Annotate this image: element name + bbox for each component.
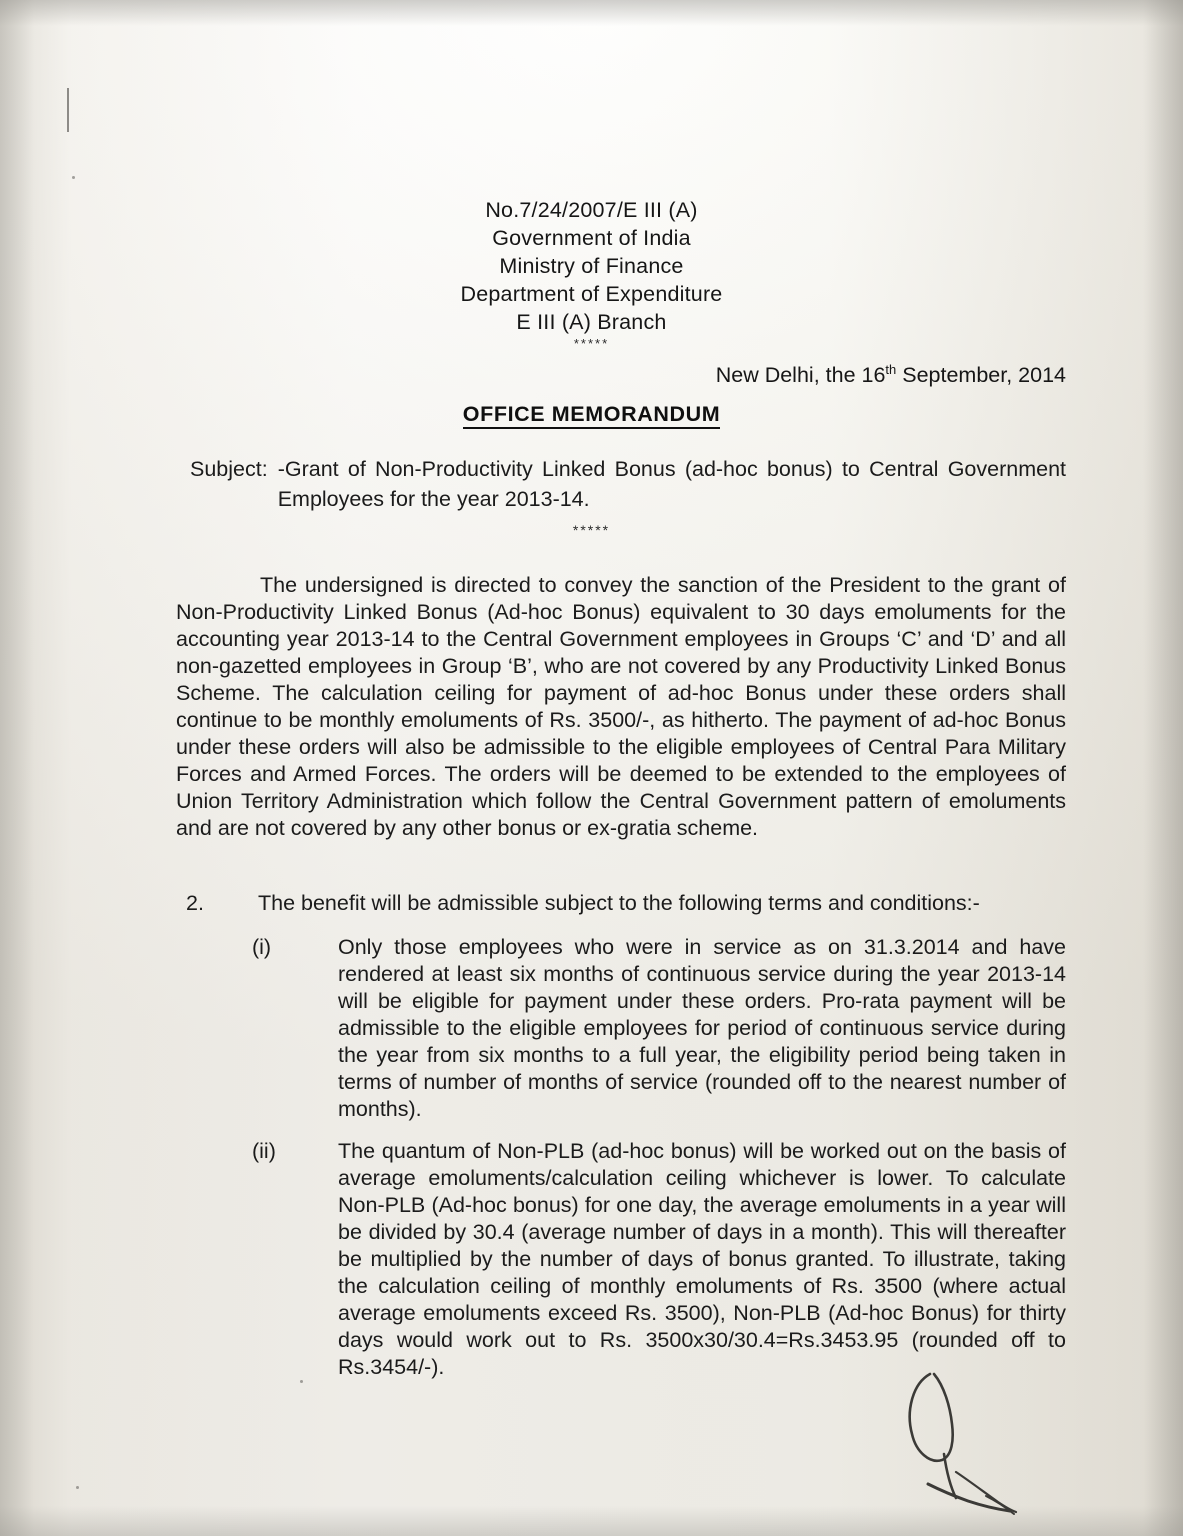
issuer-line-government: Government of India [492, 226, 691, 250]
sub-item-ii [252, 1138, 1066, 1381]
letterhead [0, 196, 1183, 352]
paragraph-1: The undersigned is directed to convey the sanction of the President to the grant of Non-Productivity Linked Bonus (Ad-hoc Bonus) equivalent to 30 days emoluments for the accounting year 2013-14 to the Central Government employees in Groups ‘C’ and ‘D’ and all non-gazetted employees in Group ‘B’, who are not covered by any Productivity Linked Bonus Scheme. The calculation ceiling for payment of ad-hoc Bonus under these orders shall continue to be monthly emoluments of Rs. 3500/-, as hitherto. The payment of ad-hoc Bonus under these orders will also be admissible to the eligible employees of Central Para Military Forces and Armed Forces. The orders will be deemed to be extended to the employees of Union Territory Administration which follow the Central Government pattern of emoluments and are not covered by any other bonus or ex-gratia scheme. [176, 573, 1066, 840]
subject-text: -Grant of Non-Productivity Linked Bonus (ad-hoc bonus) to Central Government Employees for the year 2013-14. [277, 457, 1066, 511]
sub-item-i-text: Only those employees who were in service as on 31.3.2014 and have rendered at least six months of continuous service during the year 2013-14 will be eligible for payment under these orders. Pro-rata payment will be admissible to the eligible employees for period of continuous service during the year from six months to a full year, the eligibility period being taken in terms of number of months of service (rounded off to the nearest number of months). [338, 935, 1066, 1121]
paragraph-2-text: The benefit will be admissible subject to the following terms and conditions:- [258, 891, 980, 915]
subject-label: Subject: [190, 457, 268, 481]
sub-item-i [252, 934, 1066, 1123]
issuer-line-ministry: Ministry of Finance [499, 254, 684, 278]
sub-item-i-marker: (i) [252, 935, 272, 959]
page-title [0, 402, 1183, 427]
date-prefix: New Delhi, the 16 [715, 363, 886, 388]
issuer-line-department: Department of Expenditure [460, 282, 723, 306]
signature-icon [868, 1368, 1048, 1518]
date-suffix: September, 2014 [896, 363, 1066, 388]
ink-speck [76, 1486, 79, 1489]
page-title-text: OFFICE MEMORANDUM [463, 402, 720, 429]
section-star-divider: ***** [572, 522, 611, 538]
paragraph-2-number: 2. [186, 891, 204, 915]
paragraph-2 [186, 890, 1066, 917]
ink-speck [72, 176, 75, 179]
ink-speck [300, 1380, 303, 1383]
date-ordinal-suffix: th [885, 362, 897, 377]
sub-item-ii-text: The quantum of Non-PLB (ad-hoc bonus) will be worked out on the basis of average emoluments/calculation ceiling whichever is lower. To calculate Non-PLB (Ad-hoc bonus) for one day, the average emoluments in a year will be divided by 30.4 (average number of days in a month). This will thereafter be multiplied by the number of days of bonus granted. To illustrate, taking the calculation ceiling of monthly emoluments of Rs. 3500 (where actual average emoluments exceed Rs. 3500), Non-PLB (Ad-hoc Bonus) for thirty days would work out to Rs. 3500x30/30.4=Rs.3453.95 (rounded off to Rs.3454/-). [338, 1139, 1066, 1379]
sub-item-ii-marker: (ii) [252, 1139, 276, 1163]
punch-mark [67, 88, 69, 132]
header-star-divider: ***** [573, 336, 610, 351]
reference-number: No.7/24/2007/E III (A) [485, 198, 698, 222]
subject-block [190, 454, 1066, 514]
place-and-date [716, 362, 1066, 388]
issuer-line-branch: E III (A) Branch [516, 310, 667, 334]
